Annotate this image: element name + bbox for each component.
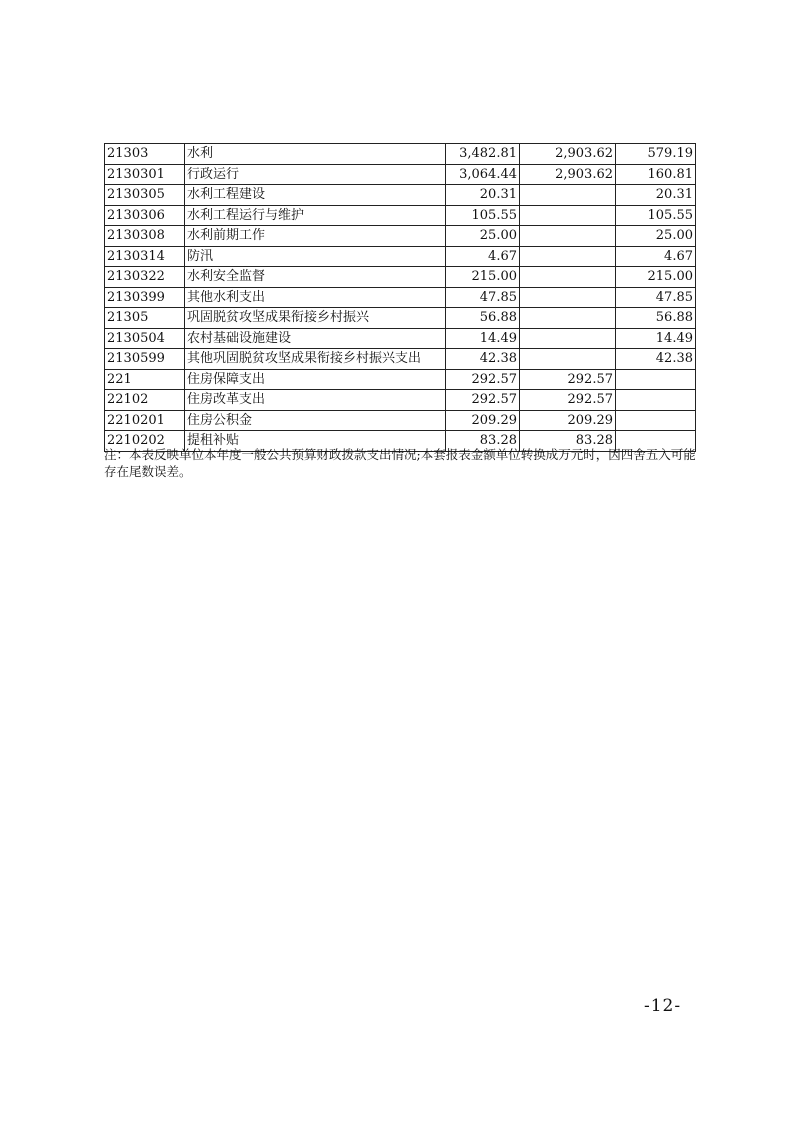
row-total-cell: 292.57	[446, 369, 520, 390]
row-total-cell: 215.00	[446, 267, 520, 288]
row-basic-cell	[520, 185, 616, 206]
row-total-cell: 3,482.81	[446, 144, 520, 165]
row-code-cell: 2130504	[105, 328, 185, 349]
row-basic-cell: 209.29	[520, 410, 616, 431]
row-code-cell: 2130301	[105, 164, 185, 185]
row-basic-cell	[520, 226, 616, 247]
row-total-cell: 4.67	[446, 246, 520, 267]
row-basic-cell: 2,903.62	[520, 144, 616, 165]
row-project-cell: 4.67	[616, 246, 696, 267]
table-row	[105, 369, 696, 390]
row-project-cell: 47.85	[616, 287, 696, 308]
row-total-cell: 105.55	[446, 205, 520, 226]
row-project-cell: 25.00	[616, 226, 696, 247]
table-row	[105, 390, 696, 411]
table-row	[105, 226, 696, 247]
row-code-cell: 21303	[105, 144, 185, 165]
row-total-cell: 20.31	[446, 185, 520, 206]
row-total-cell: 42.38	[446, 349, 520, 370]
table-row	[105, 205, 696, 226]
row-basic-cell	[520, 328, 616, 349]
row-name-cell: 水利前期工作	[185, 226, 446, 247]
row-project-cell	[616, 369, 696, 390]
row-project-cell: 56.88	[616, 308, 696, 329]
row-name-cell: 提租补贴	[185, 431, 446, 452]
row-project-cell: 20.31	[616, 185, 696, 206]
row-name-cell: 住房公积金	[185, 410, 446, 431]
table-row	[105, 349, 696, 370]
row-basic-cell: 292.57	[520, 369, 616, 390]
row-basic-cell	[520, 205, 616, 226]
row-code-cell: 2130399	[105, 287, 185, 308]
table-row	[105, 308, 696, 329]
row-basic-cell	[520, 349, 616, 370]
row-basic-cell	[520, 308, 616, 329]
row-name-cell: 其他水利支出	[185, 287, 446, 308]
table-row	[105, 267, 696, 288]
row-name-cell: 住房改革支出	[185, 390, 446, 411]
row-total-cell: 56.88	[446, 308, 520, 329]
row-name-cell: 水利安全监督	[185, 267, 446, 288]
page-number: -12-	[644, 996, 682, 1016]
row-basic-cell: 292.57	[520, 390, 616, 411]
table-row	[105, 164, 696, 185]
row-name-cell: 住房保障支出	[185, 369, 446, 390]
row-total-cell: 47.85	[446, 287, 520, 308]
row-project-cell: 579.19	[616, 144, 696, 165]
table-row	[105, 246, 696, 267]
row-basic-cell	[520, 246, 616, 267]
row-code-cell: 21305	[105, 308, 185, 329]
row-project-cell: 215.00	[616, 267, 696, 288]
table-body	[105, 144, 696, 452]
row-project-cell: 14.49	[616, 328, 696, 349]
row-name-cell: 水利工程运行与维护	[185, 205, 446, 226]
row-total-cell: 292.57	[446, 390, 520, 411]
row-name-cell: 水利工程建设	[185, 185, 446, 206]
expenditure-table	[104, 143, 696, 452]
row-project-cell: 42.38	[616, 349, 696, 370]
row-project-cell: 160.81	[616, 164, 696, 185]
row-basic-cell: 83.28	[520, 431, 616, 452]
row-code-cell: 2210201	[105, 410, 185, 431]
row-code-cell: 2130305	[105, 185, 185, 206]
row-project-cell	[616, 410, 696, 431]
row-code-cell: 2130599	[105, 349, 185, 370]
table-row	[105, 287, 696, 308]
table-row	[105, 144, 696, 165]
row-name-cell: 其他巩固脱贫攻坚成果衔接乡村振兴支出	[185, 349, 446, 370]
row-code-cell: 22102	[105, 390, 185, 411]
table-footnote: 注：本表反映单位本年度一般公共预算财政拨款支出情况;本套报表金额单位转换成万元时，因四舍五入可能存在尾数误差。	[104, 447, 696, 479]
table-row	[105, 185, 696, 206]
row-code-cell: 2130314	[105, 246, 185, 267]
row-total-cell: 3,064.44	[446, 164, 520, 185]
row-project-cell	[616, 390, 696, 411]
row-basic-cell: 2,903.62	[520, 164, 616, 185]
row-code-cell: 221	[105, 369, 185, 390]
row-total-cell: 209.29	[446, 410, 520, 431]
row-name-cell: 农村基础设施建设	[185, 328, 446, 349]
row-project-cell: 105.55	[616, 205, 696, 226]
row-basic-cell	[520, 287, 616, 308]
row-code-cell: 2130322	[105, 267, 185, 288]
row-name-cell: 巩固脱贫攻坚成果衔接乡村振兴	[185, 308, 446, 329]
row-code-cell: 2130308	[105, 226, 185, 247]
table-row	[105, 410, 696, 431]
table-row	[105, 328, 696, 349]
row-total-cell: 83.28	[446, 431, 520, 452]
row-name-cell: 防汛	[185, 246, 446, 267]
row-total-cell: 25.00	[446, 226, 520, 247]
row-name-cell: 行政运行	[185, 164, 446, 185]
row-total-cell: 14.49	[446, 328, 520, 349]
row-name-cell: 水利	[185, 144, 446, 165]
row-basic-cell	[520, 267, 616, 288]
row-code-cell: 2210202	[105, 431, 185, 452]
row-code-cell: 2130306	[105, 205, 185, 226]
